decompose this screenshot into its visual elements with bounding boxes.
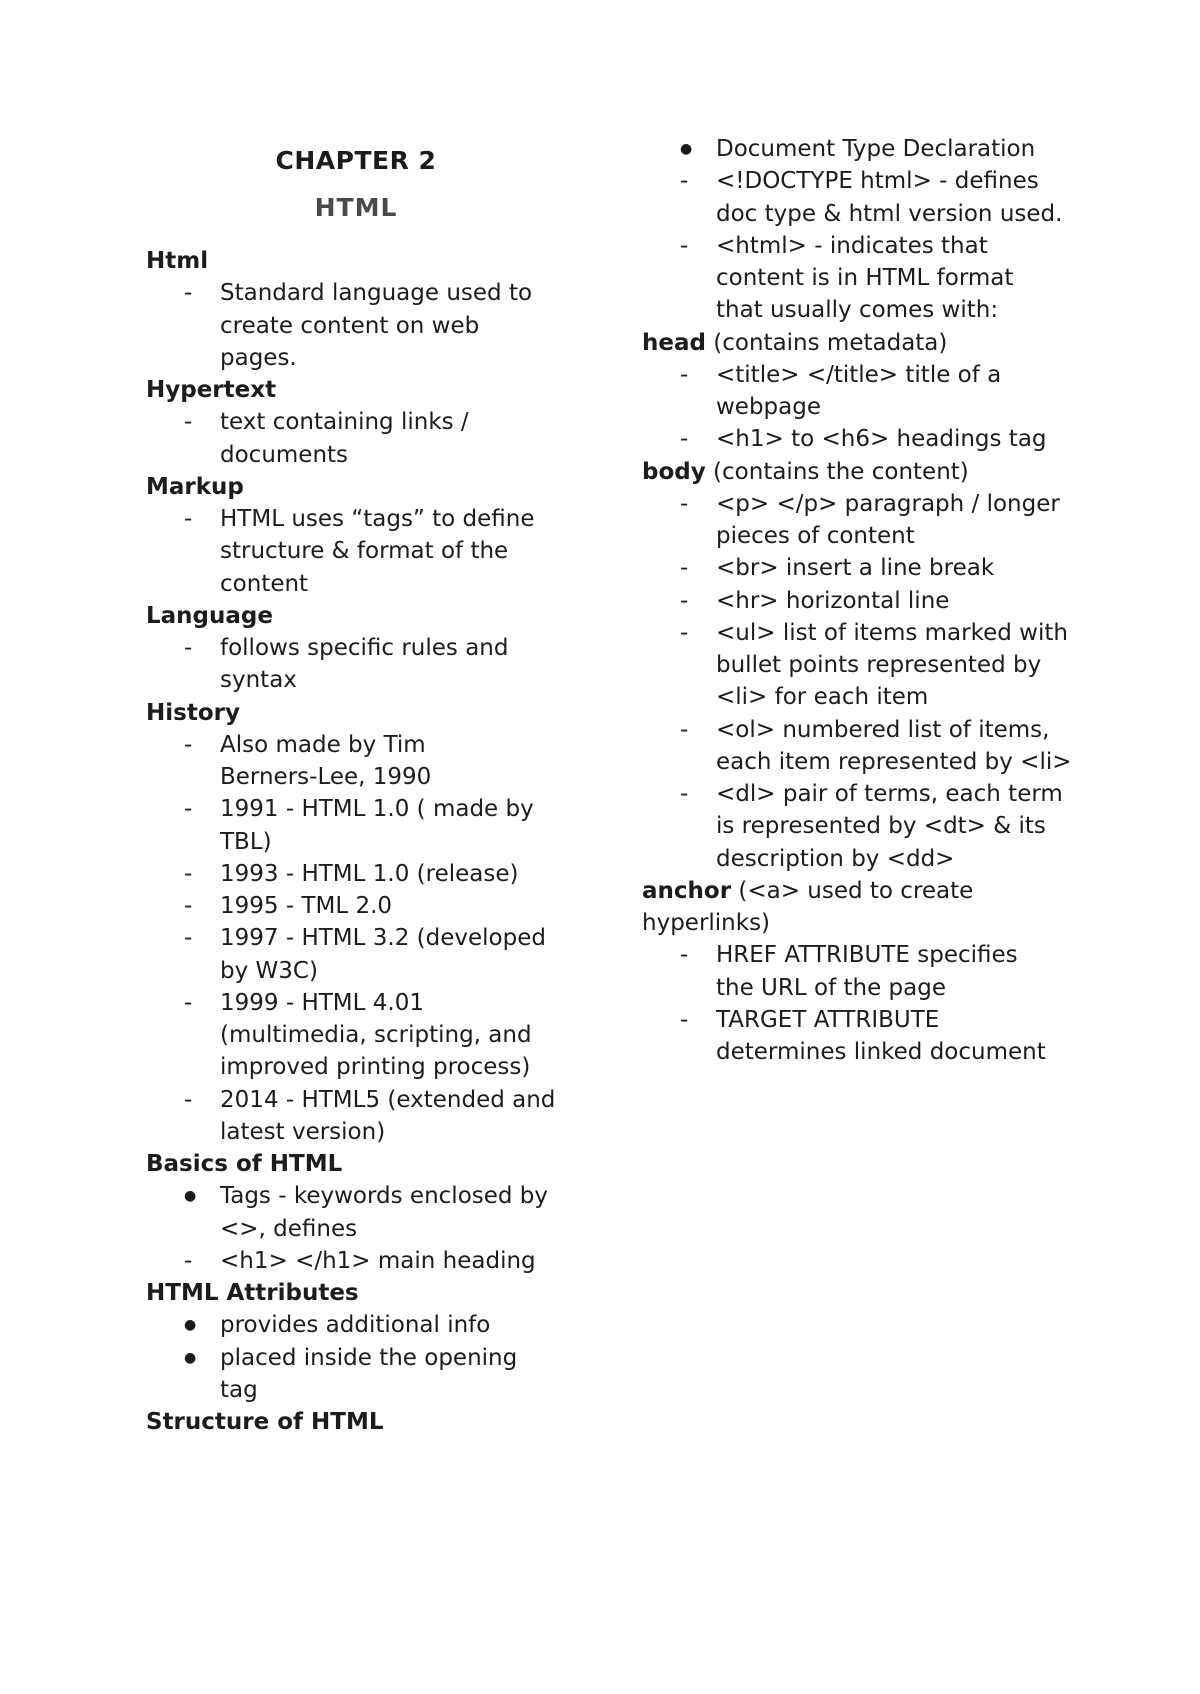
bullet-icon: ● [680,141,693,157]
section-heading: Language [146,602,273,629]
list-item-text: <li> for each item [716,684,929,711]
lead-term: head [642,329,706,356]
dash-icon: - [680,1006,689,1033]
list-item-text: improved printing process) [220,1054,531,1081]
list-item-text: Berners-Lee, 1990 [220,764,432,790]
list-item-text: follows specific rules and [220,635,509,661]
lead-line [642,874,973,909]
list-item-text: TBL) [220,828,272,855]
list-item-text: Standard language used to [220,280,533,307]
list-item-text: pages. [220,344,297,371]
chapter-title: CHAPTER 2 [275,146,437,175]
bullet-icon: ● [184,1317,197,1334]
list-item-text: webpage [716,394,822,420]
list-item-text: by W3C) [220,957,318,984]
list-item-text: <hr> horizontal line [716,587,950,614]
list-item-text: 1997 - HTML 3.2 (developed [220,925,546,952]
lead-text: (contains metadata) [705,329,948,356]
list-item-text: provides additional info [220,1312,491,1339]
list-item-text: TARGET ATTRIBUTE [716,1006,940,1033]
list-item-text: structure & format of the [220,538,509,565]
dash-icon: - [680,426,689,453]
dash-icon: - [680,587,689,614]
dash-icon: - [680,361,689,388]
section-heading: Basics of HTML [146,1151,343,1177]
list-item-text: 1991 - HTML 1.0 ( made by [220,796,534,823]
list-item-text: latest version) [220,1118,386,1145]
list-item-text: each item represented by <li> [716,748,1072,775]
list-item-text: <h1> to <h6> headings tag [716,426,1047,453]
section-heading: HTML Attributes [146,1280,359,1306]
list-item-text: doc type & html version used. [716,200,1063,227]
list-item-text: 2014 - HTML5 (extended and [220,1086,556,1113]
list-item-text: create content on web [220,312,480,339]
section-heading: Markup [146,473,244,500]
list-item-text: <h1> </h1> main heading [220,1247,536,1274]
dash-icon: - [184,893,193,919]
list-item-text: content is in HTML format [716,265,1014,291]
list-item-text: 1999 - HTML 4.01 [220,989,424,1016]
list-item-text: <>, defines [220,1215,358,1242]
list-item-text: documents [220,441,349,468]
dash-icon: - [184,731,193,758]
dash-icon: - [184,280,193,307]
dash-icon: - [184,635,193,661]
list-item-text: the URL of the page [716,974,946,1001]
dash-icon: - [184,1086,193,1113]
dash-icon: - [680,619,689,646]
list-item-text: <!DOCTYPE html> - defines [716,168,1039,195]
dash-icon: - [680,232,689,259]
dash-icon: - [680,168,689,195]
list-item-text: that usually comes with: [716,297,999,324]
dash-icon: - [680,716,689,743]
dash-icon: - [184,1247,193,1274]
list-item-text: bullet points represented by [716,652,1042,678]
bullet-icon: ● [184,1349,197,1366]
list-item-text: HREF ATTRIBUTE specifies [716,942,1018,969]
dash-icon: - [184,925,193,952]
section-heading: History [146,699,240,726]
dash-icon: - [680,942,689,969]
list-item-text: <html> - indicates that [716,232,988,259]
dash-icon: - [680,781,689,807]
list-item-text: tag [220,1376,258,1403]
dash-icon: - [184,409,193,436]
lead-term: anchor [642,877,732,904]
lead-line [642,906,770,941]
bullet-icon: ● [184,1188,197,1205]
dash-icon: - [680,555,689,582]
list-item-text: is represented by <dt> & its [716,813,1046,840]
dash-icon: - [184,860,193,887]
section-heading: Html [146,248,209,274]
list-item-text: syntax [220,667,297,694]
list-item-text: determines linked document [716,1039,1046,1065]
list-item-text: Document Type Declaration [716,136,1036,162]
list-item-text: content [220,570,309,597]
dash-icon: - [184,506,193,532]
lead-line [642,326,947,361]
dash-icon: - [184,989,193,1016]
lead-term: body [642,458,706,485]
lead-text: (<a> used to create [731,877,974,904]
dash-icon: - [184,796,193,823]
list-item-text: Also made by Tim [220,731,426,758]
list-item-text: 1993 - HTML 1.0 (release) [220,860,519,887]
lead-line [642,455,969,490]
list-item-text: <ul> list of items marked with [716,619,1068,646]
list-item-text: 1995 - TML 2.0 [220,893,393,919]
list-item-text: <dl> pair of terms, each term [716,781,1063,807]
list-item-text: Tags - keywords enclosed by [220,1183,549,1210]
section-heading: Structure of HTML [146,1409,384,1435]
list-item-text: <ol> numbered list of items, [716,716,1050,743]
list-item-text: placed inside the opening [220,1344,518,1371]
list-item-text: description by <dd> [716,845,955,872]
lead-text: hyperlinks) [642,910,771,936]
list-item-text: <br> insert a line break [716,555,995,582]
list-item-text: <p> </p> paragraph / longer [716,490,1060,517]
list-item-text: (multimedia, scripting, and [220,1022,532,1048]
list-item-text: text containing links / [220,409,469,436]
list-item-text: HTML uses “tags” to define [220,506,535,532]
list-item-text: pieces of content [716,523,915,549]
lead-text: (contains the content) [705,458,969,485]
section-heading: Hypertext [146,377,277,403]
dash-icon: - [680,490,689,517]
list-item-text: <title> </title> title of a [716,361,1002,388]
chapter-subtitle: HTML [314,193,398,222]
